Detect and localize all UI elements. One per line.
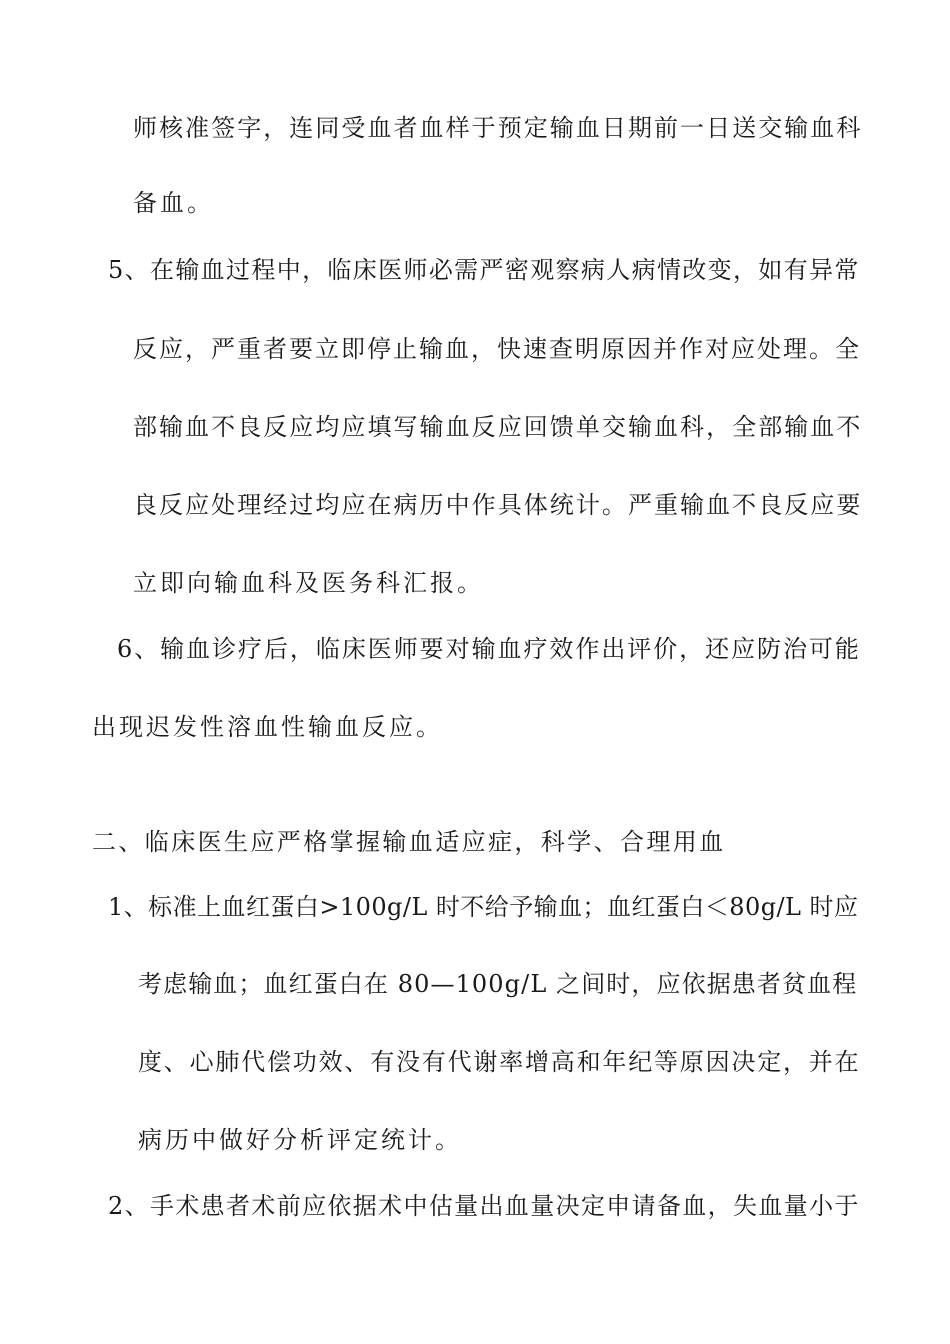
text-line-continuation: 备血。 bbox=[133, 189, 214, 217]
text-line-continuation: 度、心肺代偿功效、有没有代谢率增高和年纪等原因决定，并在 bbox=[138, 1048, 861, 1076]
text-line-item-2: 2、手术患者术前应依据术中估量出血量决定申请备血，失血量小于 bbox=[108, 1192, 860, 1220]
text-line-item-1: 1、标准上血红蛋白>100g/L 时不给予输血；血红蛋白＜80g/L 时应 bbox=[108, 893, 859, 921]
section-heading: 二、临床医生应严格掌握输血适应症，科学、合理用血 bbox=[92, 828, 726, 856]
text-line-continuation: 出现迟发性溶血性输血反应。 bbox=[92, 713, 443, 741]
text-line-item-6: 6、输血诊疗后，临床医师要对输血疗效作出评价，还应防治可能 bbox=[117, 635, 861, 663]
text-line-continuation: 立即向输血科及医务科汇报。 bbox=[133, 569, 484, 597]
text-line-continuation: 部输血不良反应均应填写输血反应回馈单交输血科，全部输血不 bbox=[133, 413, 863, 441]
text-line-continuation: 考虑输血；血红蛋白在 80—100g/L 之间时，应依据患者贫血程 bbox=[138, 970, 858, 998]
text-line-continuation: 病历中做好分析评定统计。 bbox=[138, 1126, 462, 1154]
text-line-continuation: 师核准签字，连同受血者血样于预定输血日期前一日送交输血科 bbox=[133, 114, 863, 142]
text-line-continuation: 良反应处理经过均应在病历中作具体统计。严重输血不良反应要 bbox=[133, 491, 863, 519]
text-line-item-5: 5、在输血过程中，临床医师必需严密观察病人病情改变，如有异常 bbox=[108, 256, 860, 284]
text-line-continuation: 反应，严重者要立即停止输血，快速查明原因并作对应处理。全 bbox=[133, 335, 861, 363]
